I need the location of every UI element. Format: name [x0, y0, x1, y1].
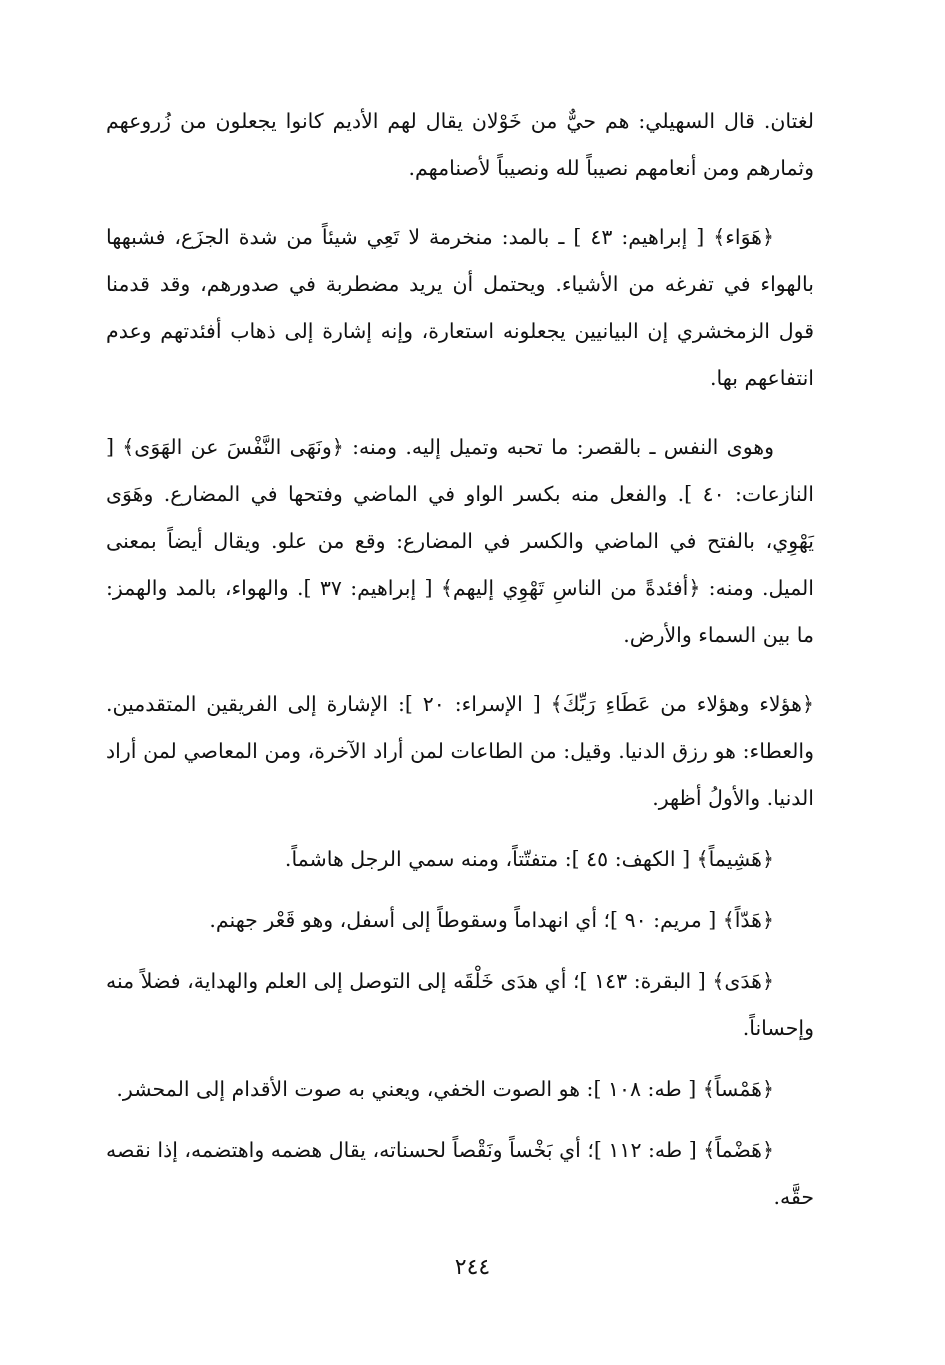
paragraph-6: ﴿هَدّاً﴾ [ مريم: ٩٠ ]؛ أي انهداماً وسقوطاً إلى أسفل، وهو قَعْر جهنم. [209, 908, 774, 932]
paragraph-9: ﴿هَضْماً﴾ [ طه: ١١٢ ]؛ أي بَخْساً ونَقْصاً لحسناته، يقال هضمه واهتضمه، إذا نقصه حقَّه. [106, 1138, 814, 1209]
paragraph-8: ﴿هَمْساً﴾ [ طه: ١٠٨ ]: هو الصوت الخفي، ويعني به صوت الأقدام إلى المحشر. [116, 1077, 774, 1101]
paragraph-1: لغتان. قال السهيلي: هم حيٌّ من خَوْلان يقال لهم الأديم كانوا يجعلون من زُروعهم وثمارهم ومن أنعامهم نصيباً لله ونصيباً لأصنامهم. [106, 109, 814, 180]
paragraph-5: ﴿هَشِيماً﴾ [ الكهف: ٤٥ ]: متفتّتاً، ومنه سمي الرجل هاشماً. [284, 847, 774, 871]
page-number: ٢٤٤ [454, 1255, 491, 1280]
paragraph-4: ﴿هؤلاء وهؤلاء من عَطَاءِ رَبِّكَ﴾ [ الإسراء: ٢٠ ]: الإشارة إلى الفريقين المتقدمين. والعطاء: هو رزق الدنيا. وقيل: من الطاعات لمن أراد الآخرة، ومن المعاصي لمن أراد الدنيا. والأولُ أظهر. [106, 692, 814, 810]
paragraph-2: ﴿هَوَاء﴾ [ إبراهيم: ٤٣ ] ـ بالمد: منخرمة لا تَعِي شيئاً من شدة الجزَع، فشبهها بالهواء في تفرغه من الأشياء. ويحتمل أن يريد مضطربة في صدورهم، وقد قدمنا قول الزمخشري إن البيانيين يجعلونه استعارة، وإنه إشارة إلى ذهاب أفئدتهم وعدم انتفاعهم بها. [106, 225, 814, 390]
paragraph-7: ﴿هَدَى﴾ [ البقرة: ١٤٣ ]؛ أي هدَى خَلْقَه إلى التوصل إلى العلم والهداية، فضلاً منه وإحساناً. [106, 969, 814, 1040]
paragraph-3: وهوى النفس ـ بالقصر: ما تحبه وتميل إليه. ومنه: ﴿ونَهَى النَّفْسَ عن الهَوَى﴾ [ النازعات: ٤٠ ]. والفعل منه بكسر الواو في الماضي وفتحها في المضارع. وهَوَى يَهْوِي، بالفتح في الماضي والكسر في المضارع: وقع من علو. ويقال أيضاً بمعنى الميل. ومنه: ﴿أفئدةً من الناسِ تَهْوِي إليهم﴾ [ إبراهيم: ٣٧ ]. والهواء، بالمد والهمز: ما بين السماء والأرض. [106, 435, 814, 647]
page-body [106, 98, 814, 1221]
